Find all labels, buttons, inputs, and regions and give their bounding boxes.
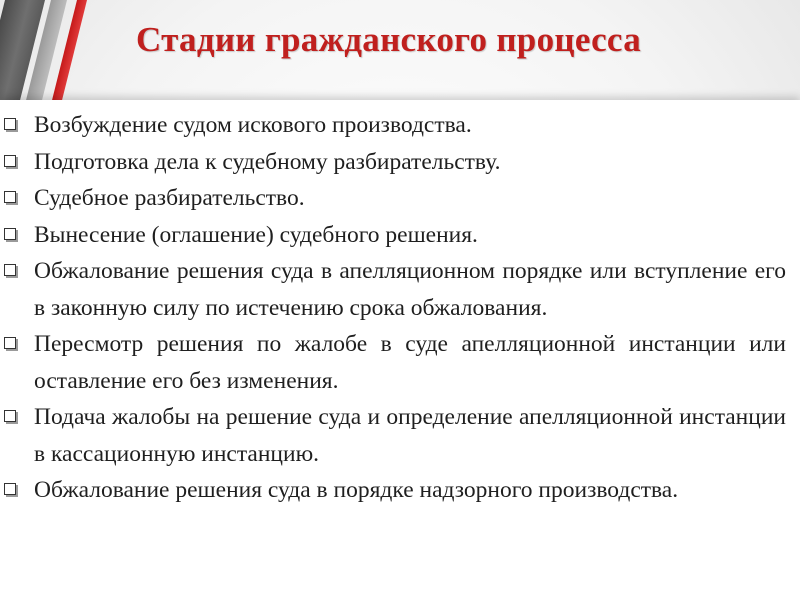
list-item (0, 107, 786, 144)
checkbox-bullet-icon (4, 191, 16, 203)
stage-text: Возбуждение судом искового производства. (34, 112, 472, 138)
checkbox-bullet-icon (4, 264, 16, 276)
stage-text: Судебное разбирательство. (34, 185, 305, 211)
stage-text: Обжалование решения суда в апелляционном порядке или вступление его в законную силу по истечению срока обжалования. (34, 258, 786, 321)
checkbox-bullet-icon (4, 118, 16, 130)
checkbox-bullet-icon (4, 410, 16, 422)
checkbox-bullet-icon (4, 155, 16, 167)
list-item (0, 180, 786, 217)
checkbox-bullet-icon (4, 228, 16, 240)
stages-list (0, 107, 786, 509)
stage-text: Подача жалобы на решение суда и определение апелляционной инстанции в кассационную инстанцию. (34, 404, 786, 467)
stage-text: Вынесение (оглашение) судебного решения. (34, 221, 478, 248)
content-panel (0, 100, 800, 600)
list-item (0, 326, 786, 399)
stage-text: Обжалование решения суда в порядке надзорного производства. (34, 477, 679, 503)
list-item (0, 253, 786, 326)
stage-text: Пересмотр решения по жалобе в суде апелляционной инстанции или оставление его без изменения. (34, 331, 786, 394)
checkbox-bullet-icon (4, 337, 16, 349)
stage-text: Подготовка дела к судебному разбирательству. (34, 148, 501, 175)
list-item (0, 472, 786, 509)
list-item (0, 144, 786, 181)
list-item (0, 217, 786, 254)
list-item (0, 399, 786, 472)
checkbox-bullet-icon (4, 483, 16, 495)
slide-title: Стадии гражданского процесса (136, 20, 641, 59)
